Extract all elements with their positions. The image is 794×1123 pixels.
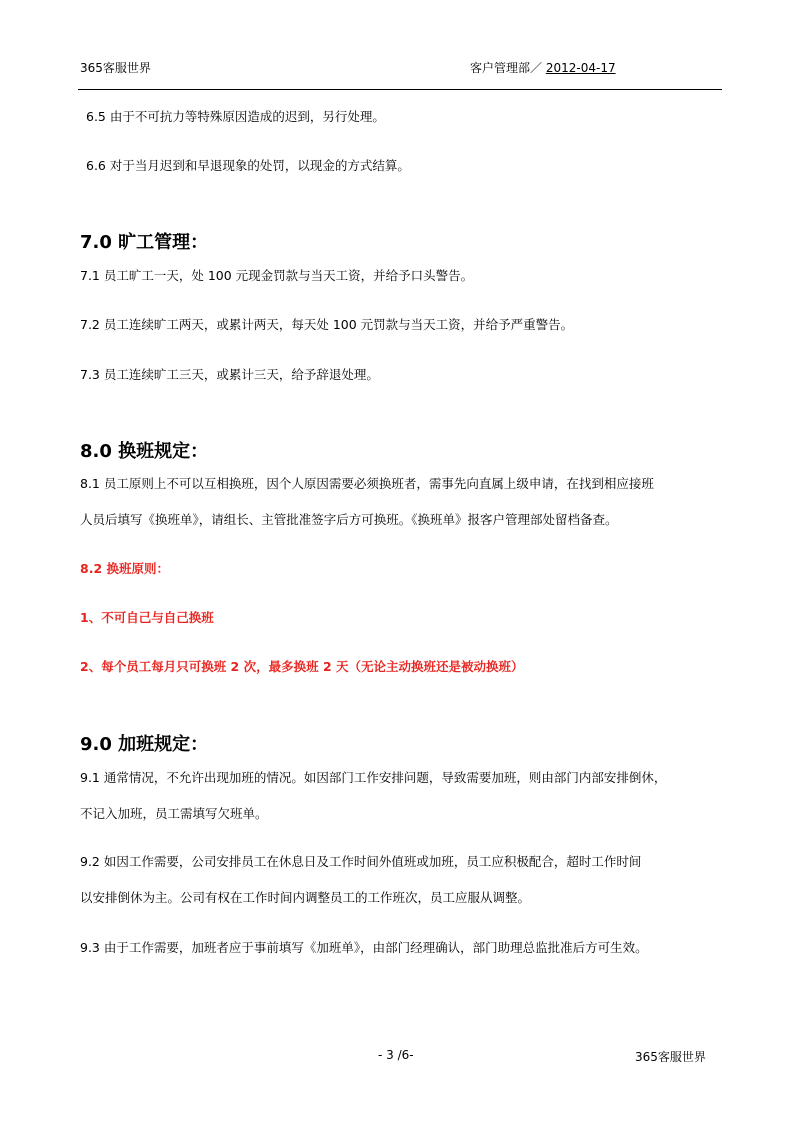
clause-7-2: 7.2 员工连续旷工两天，或累计两天，每天处 100 元罚款与当天工资，并给予严重警告。 (80, 317, 574, 332)
header-date: 2012-04-17 (545, 61, 616, 75)
heading-7: 7.0 旷工管理： (80, 232, 209, 253)
heading-8: 8.0 换班规定： (80, 441, 209, 462)
clause-7-3: 7.3 员工连续旷工三天，或累计三天，给予辞退处理。 (80, 367, 379, 382)
clause-9-1-line1: 9.1 通常情况，不允许出现加班的情况。如因部门工作安排问题，导致需要加班，则由部门内部安排倒休， (80, 770, 667, 785)
footer-page-number: - 3 /6- (378, 1048, 414, 1062)
footer-company: 365客服世界 (635, 1050, 706, 1064)
clause-9-2-line2: 以安排倒休为主。公司有权在工作时间内调整员工的工作班次，员工应服从调整。 (80, 890, 531, 905)
clause-6-6: 6.6 对于当月迟到和早退现象的处罚，以现金的方式结算。 (86, 158, 410, 173)
header-dept-date (470, 59, 616, 76)
clause-7-1: 7.1 员工旷工一天，处 100 元现金罚款与当天工资，并给予口头警告。 (80, 268, 474, 283)
header-dept: 客户管理部／ (470, 61, 543, 75)
clause-6-5: 6.5 由于不可抗力等特殊原因造成的迟到，另行处理。 (86, 109, 385, 124)
heading-9: 9.0 加班规定： (80, 734, 209, 755)
clause-8-1-line2: 人员后填写《换班单》，请组长、主管批准签字后方可换班。《换班单》报客户管理部处留档备查。 (80, 512, 618, 527)
header-rule (78, 89, 722, 90)
clause-8-2-item-2: 2、每个员工每月只可换班 2 次，最多换班 2 天（无论主动换班还是被动换班） (80, 659, 524, 674)
clause-8-2-item-1: 1、不可自己与自己换班 (80, 610, 214, 625)
clause-8-2: 8.2 换班原则： (80, 561, 169, 576)
clause-9-2-line1: 9.2 如因工作需要，公司安排员工在休息日及工作时间外值班或加班，员工应积极配合，超时工作时间 (80, 854, 642, 869)
clause-9-1-line2: 不记入加班，员工需填写欠班单。 (80, 806, 268, 821)
clause-9-3: 9.3 由于工作需要，加班者应于事前填写《加班单》，由部门经理确认，部门助理总监批准后方可生效。 (80, 940, 648, 955)
clause-8-1-line1: 8.1 员工原则上不可以互相换班，因个人原因需要必须换班者，需事先向直属上级申请，在找到相应接班 (80, 476, 654, 491)
header-company: 365客服世界 (80, 61, 151, 75)
